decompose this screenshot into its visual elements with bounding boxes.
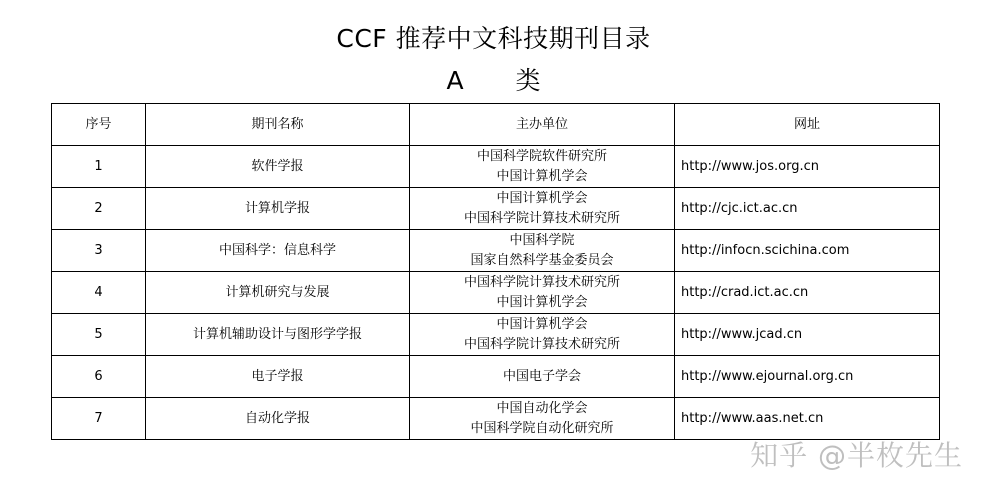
row-journal-name: 计算机学报	[146, 188, 410, 230]
row-index: 4	[52, 272, 146, 314]
header-sponsor: 主办单位	[410, 104, 675, 146]
row-url: http://www.aas.net.cn	[675, 398, 940, 440]
sponsor-line: 中国计算机学会	[496, 316, 588, 332]
sponsor-line: 中国科学院计算技术研究所	[463, 336, 620, 352]
watermark: 知乎 @半枚先生	[750, 439, 963, 472]
sponsor-line: 中国科学院自动化研究所	[470, 420, 614, 436]
table-row	[52, 398, 940, 440]
document-subtitle: A 类	[446, 66, 541, 95]
header-journal-name: 期刊名称	[146, 104, 410, 146]
row-sponsors	[410, 230, 675, 272]
sponsor-line: 中国科学院计算技术研究所	[463, 274, 620, 290]
row-journal-name: 计算机研究与发展	[146, 272, 410, 314]
row-index: 6	[52, 356, 146, 398]
row-index: 2	[52, 188, 146, 230]
journal-table	[51, 103, 940, 440]
row-url: http://crad.ict.ac.cn	[675, 272, 940, 314]
row-sponsors	[410, 188, 675, 230]
row-index: 5	[52, 314, 146, 356]
row-index: 7	[52, 398, 146, 440]
row-journal-name: 中国科学：信息科学	[146, 230, 410, 272]
row-url: http://infocn.scichina.com	[675, 230, 940, 272]
row-index: 3	[52, 230, 146, 272]
row-url: http://www.jos.org.cn	[675, 146, 940, 188]
sponsor-line: 中国科学院软件研究所	[476, 148, 607, 164]
table-header-row	[52, 104, 940, 146]
table-row	[52, 314, 940, 356]
sponsor-line: 中国计算机学会	[496, 168, 588, 184]
row-sponsors	[410, 272, 675, 314]
row-journal-name: 软件学报	[146, 146, 410, 188]
row-journal-name: 电子学报	[146, 356, 410, 398]
row-sponsors	[410, 398, 675, 440]
table-row	[52, 146, 940, 188]
document-title: CCF 推荐中文科技期刊目录	[336, 24, 651, 53]
row-url: http://www.jcad.cn	[675, 314, 940, 356]
row-journal-name: 自动化学报	[146, 398, 410, 440]
sponsor-line: 中国计算机学会	[496, 190, 588, 206]
sponsor-line: 国家自然科学基金委员会	[470, 252, 614, 268]
header-index: 序号	[52, 104, 146, 146]
row-url: http://cjc.ict.ac.cn	[675, 188, 940, 230]
header-url: 网址	[675, 104, 940, 146]
sponsor-line: 中国自动化学会	[496, 400, 588, 416]
sponsor-line: 中国电子学会	[502, 368, 581, 384]
table-row	[52, 356, 940, 398]
sponsor-line: 中国计算机学会	[496, 294, 588, 310]
row-sponsors	[410, 146, 675, 188]
sponsor-line: 中国科学院	[509, 232, 575, 248]
row-sponsors	[410, 314, 675, 356]
table-row	[52, 188, 940, 230]
table-row	[52, 230, 940, 272]
row-journal-name: 计算机辅助设计与图形学学报	[146, 314, 410, 356]
row-sponsors	[410, 356, 675, 398]
table-row	[52, 272, 940, 314]
sponsor-line: 中国科学院计算技术研究所	[463, 210, 620, 226]
row-url: http://www.ejournal.org.cn	[675, 356, 940, 398]
row-index: 1	[52, 146, 146, 188]
